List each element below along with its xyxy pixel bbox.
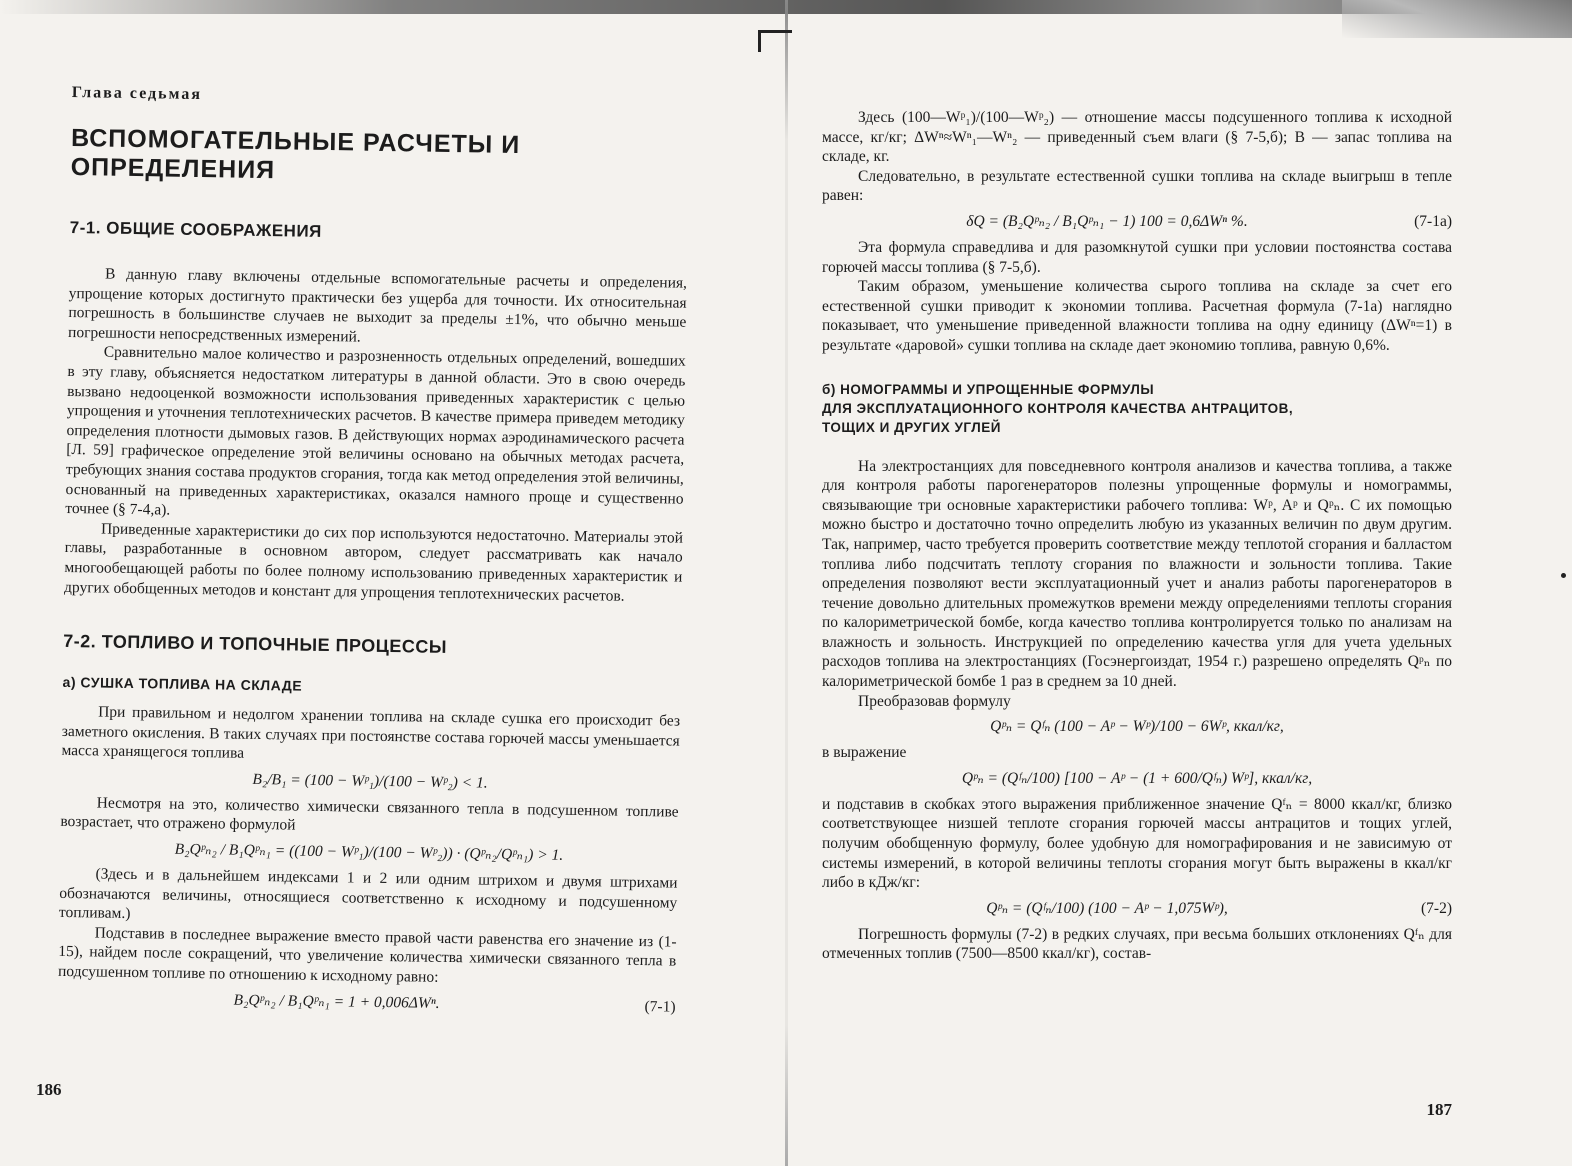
formula-body: B₂Qᵖₙ₂ / B₁Qᵖₙ₁ = 1 + 0,006ΔWⁿ. bbox=[233, 991, 440, 1012]
chapter-title: ВСПОМОГАТЕЛЬНЫЕ РАСЧЕТЫ И ОПРЕДЕЛЕНИЯ bbox=[70, 123, 521, 185]
paragraph: и подставив в скобках этого выражения приближенное значение Qᶠₙ = 8000 ккал/кг, близко соответствующее низшей теплоте сгорания горючей массы антрацитов и тощих углей, получим обобщенную формулу, более удобную для номографирования и не зависимую от системы измерений, в которой величины теплоты сгорания могут быть выражены в ккал/кг либо в кДж/кг: bbox=[822, 795, 1452, 892]
paragraph: Следовательно, в результате естественной сушки топлива на складе выигрыш в тепле равен: bbox=[822, 167, 1452, 205]
left-page bbox=[0, 0, 780, 1166]
book-gutter bbox=[785, 0, 788, 1166]
equation-number: (7-2) bbox=[1421, 899, 1452, 917]
equation-number: (7-1) bbox=[644, 997, 676, 1016]
paragraph: Приведенные характеристики до сих пор используются недостаточно. Материалы этой главы, разработанные в основном автором, следует рассматривать как начало многообещающей работы по более полному использованию приведенных характеристик и других обобщенных методов и констант для упрощения теплотехнических расчетов. bbox=[63, 520, 684, 605]
formula: Qᵖₙ = (Qᶠₙ/100) [100 − Aᵖ − (1 + 600/Qᶠₙ) Wᵖ], ккал/кг, bbox=[961, 769, 1313, 787]
page-number-right: 187 bbox=[1426, 1100, 1452, 1119]
formula: B₂Qᵖₙ₂ / B₁Qᵖₙ₁ = ((100 − Wᵖ₁)/(100 − Wᵖ₂)) · (Qᵖₙ₂/Qᵖₙ₁) > 1. bbox=[174, 840, 564, 864]
paragraph: На электростанциях для повседневного контроля анализов и качества топлива, а также для контроля работы парогенераторов полезны упрощенные формулы и номограммы, связывающие три основные характеристики рабочего топлива: Wᵖ, Aᵖ и Qᵖₙ. С их помощью можно быстро и достаточно точно определить любую из указанных величин по двум другим. Так, например, часто требуется проверить соответствие между теплотой сгорания и балластом топлива либо подсчитать теплоту сгорания по влажности и зольности топлива. Такие определения позволяют вести эксплуатационный учет и анализ работы парогенераторов в течение довольно длительных промежутков времени между определениями теплоты сгорания по калориметрической бомбе, когда качество топлива контролируется только по анализам на влажность и зольность. Инструкцией по определению качества угля для учета удельных расходов топлива на электростанциях (Госэнергоиздат, 1954 г.) разрешено определять Qᵖₙ по калориметрической бомбе 1 раз в среднем за 10 дней. bbox=[822, 457, 1452, 691]
formula-body: Qᵖₙ = (Qᶠₙ/100) (100 − Aᵖ − 1,075Wᵖ), bbox=[986, 899, 1228, 917]
subsection-title-a: а) СУШКА ТОПЛИВА НА СКЛАДЕ bbox=[62, 674, 303, 694]
paragraph: Преобразовав формулу bbox=[858, 692, 1011, 710]
paragraph: Эта формула справедлива и для разомкнутой сушки при условии постоянства состава горючей массы топлива (§ 7-5,б). bbox=[822, 238, 1452, 276]
formula: Qᵖₙ = Qᶠₙ (100 − Aᵖ − Wᵖ)/100 − 6Wᵖ, ккал/кг, bbox=[990, 718, 1284, 736]
formula-7-1a bbox=[822, 210, 1452, 234]
paragraph: Подставив в последнее выражение вместо правой части равенства его значение из (1-15), найдем после сокращений, что увеличение количества химически связанного тепла в подсушенном топливе по отношению к исходному равно: bbox=[57, 924, 677, 986]
equation-number: (7-1а) bbox=[1414, 212, 1452, 230]
section-title-7-1: 7-1. ОБЩИЕ СООБРАЖЕНИЯ bbox=[69, 217, 322, 241]
margin-dot bbox=[1561, 573, 1566, 578]
right-page bbox=[790, 0, 1572, 1166]
paragraph: Таким образом, уменьшение количества сырого топлива на складе за счет его естественной сушки приводит к экономии топлива. Расчетная формула (7-1а) наглядно показывает, что уменьшение приведенной влажности топлива на одну единицу (ΔWⁿ=1) в результате «даровой» сушки топлива на складе дает экономию топлива, равную 0,6%. bbox=[822, 278, 1452, 354]
formula-7-2 bbox=[822, 897, 1452, 921]
left-page-content bbox=[57, 84, 689, 1019]
formula-7-1 bbox=[57, 986, 675, 1020]
paragraph: Погрешность формулы (7-2) в редких случаях, при весьма больших отклонениях Qᶠₙ для отмеченных топлив (7500—8500 ккал/кг), состав- bbox=[822, 925, 1452, 963]
formula-body: δQ = (B₂Qᵖₙ₂ / B₁Qᵖₙ₁ − 1) 100 = 0,6ΔWⁿ %. bbox=[966, 212, 1248, 230]
paragraph: В данную главу включены отдельные вспомогательные расчеты и определения, упрощение которых достигнуто практически без ущерба для точности. Их относительная погрешность в большинстве случаев не выходит за пределы ±1%, что обычно меньше погрешности непосредственных измерений. bbox=[67, 265, 688, 346]
paragraph: При правильном и недолгом хранении топлива на складе сушка его происходит без заметного окисления. В таких случаях при постоянстве состава горючей массы уменьшается масса хранящегося топлива bbox=[61, 703, 681, 763]
formula: B₂/B₁ = (100 − Wᵖ₁)/(100 − Wᵖ₂) < 1. bbox=[252, 770, 488, 792]
subsection-title-line: б) НОМОГРАММЫ И УПРОЩЕННЫЕ ФОРМУЛЫ bbox=[822, 381, 1155, 397]
paragraph: Несмотря на это, количество химически связанного тепла в подсушенном топливе возрастает, что отражено формулой bbox=[60, 794, 679, 835]
section-title-7-2: 7-2. ТОПЛИВО И ТОПОЧНЫЕ ПРОЦЕССЫ bbox=[63, 631, 448, 658]
subsection-title-line: ДЛЯ ЭКСПЛУАТАЦИОННОГО КОНТРОЛЯ КАЧЕСТВА АНТРАЦИТОВ, bbox=[822, 400, 1294, 416]
subsection-title-line: ТОЩИХ И ДРУГИХ УГЛЕЙ bbox=[822, 419, 1001, 435]
subsection-title-b bbox=[822, 380, 1452, 437]
paragraph: в выражение bbox=[822, 744, 907, 762]
paragraph: Сравнительно малое количество и разрозненность отдельных определений, вошедших в эту главу, объясняется недостатком литературы в данной области. Это в свою очередь вызвано недооценкой возможности использования приведенных характеристик с целью упрощения и уточнения теплотехнических расчетов. В качестве примера приведем методику определения плотности дымовых газов. В действующих нормах аэродинамического расчета [Л. 59] графическое определение этой величины основано на обычных методах расчета, требующих знания состава продуктов сгорания, тогда как метод определения этой величины, основанный на приведенных характеристиках, оказался намного проще и существенно точнее (§ 7-4,а). bbox=[65, 343, 686, 519]
paragraph: (Здесь и в дальнейшем индексами 1 и 2 или одним штрихом и двумя штрихами обозначаются величины, относящиеся соответственно к исходному и подсушенному топливам.) bbox=[58, 865, 678, 923]
chapter-label: Глава седьмая bbox=[71, 84, 203, 104]
page-number-left: 186 bbox=[36, 1080, 62, 1099]
paragraph: Здесь (100—Wᵖ₁)/(100—Wᵖ₂) — отношение массы подсушенного топлива к исходной массе, кг/кг; ΔWⁿ≈Wⁿ₁—Wⁿ₂ — приведенный съем влаги (§ 7-5,б); B — запас топлива на складе, кг. bbox=[822, 109, 1452, 166]
